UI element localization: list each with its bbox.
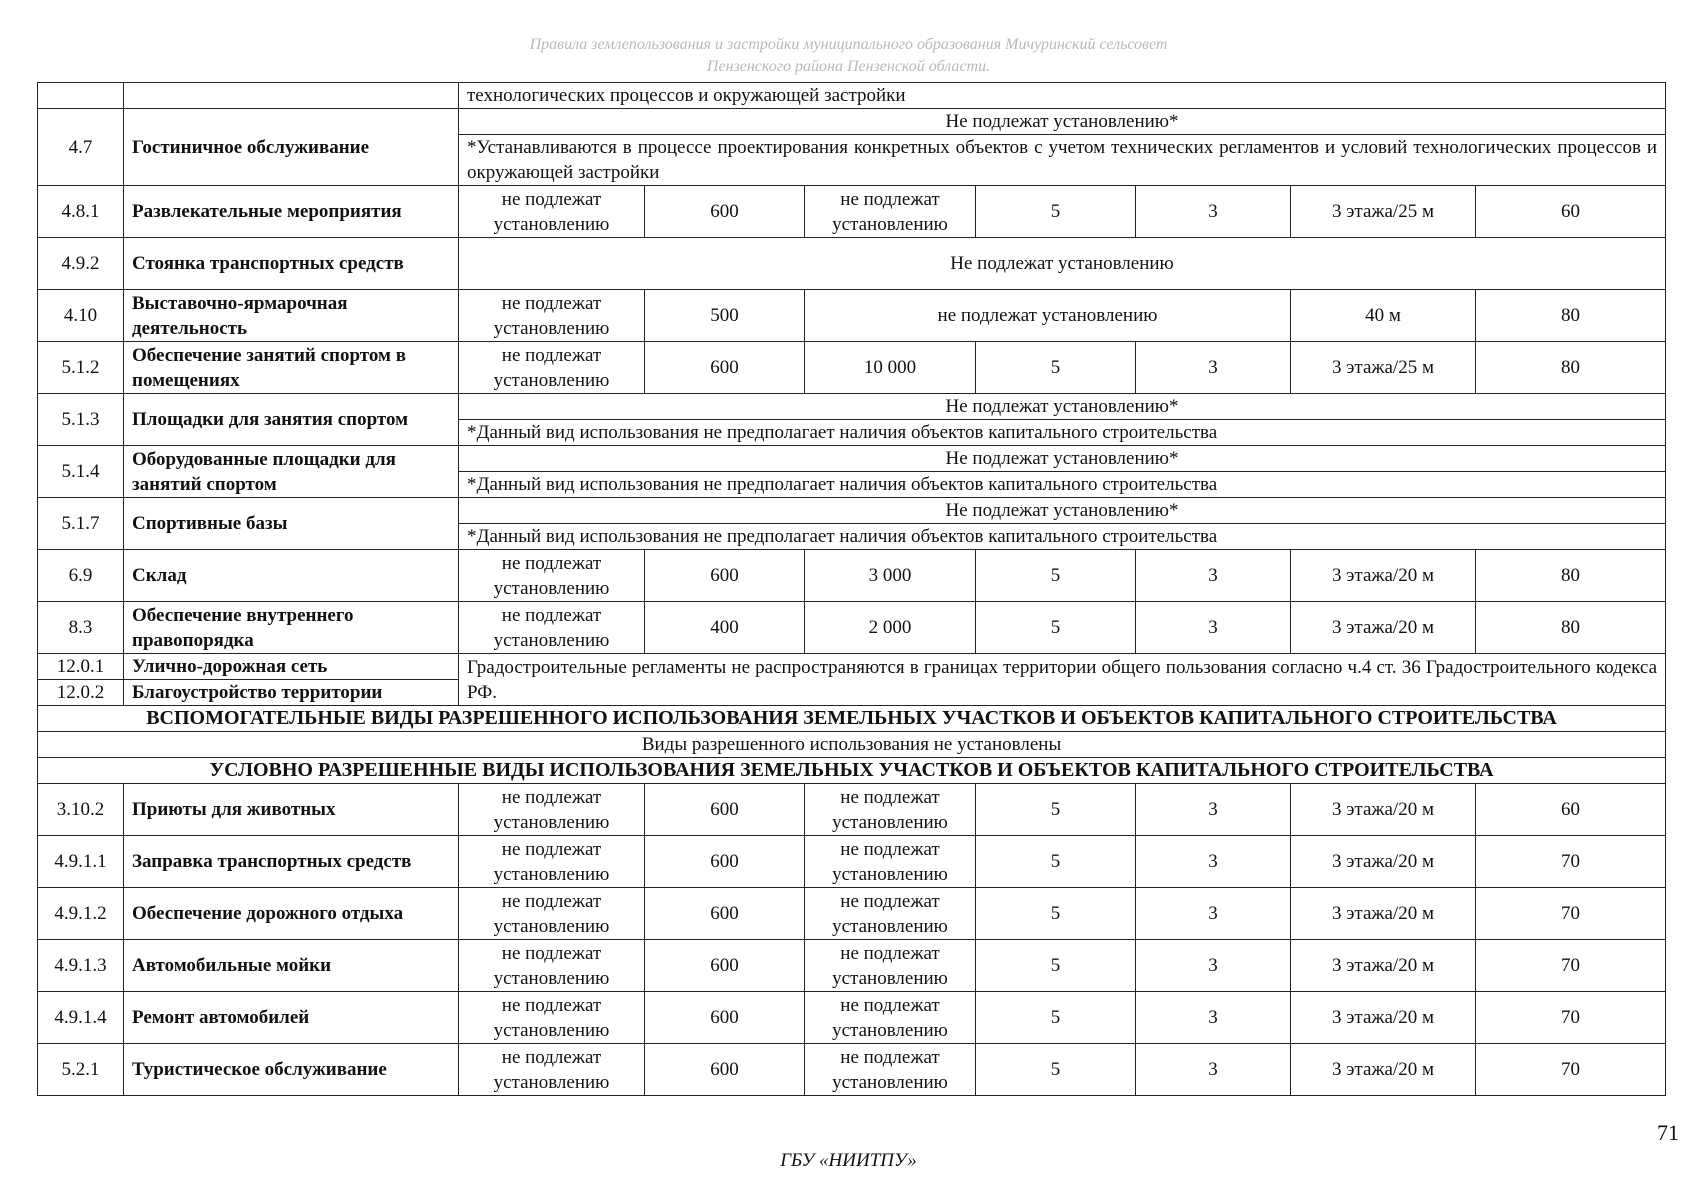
use-code: 4.9.1.2	[38, 888, 124, 940]
use-code: 5.2.1	[38, 1044, 124, 1096]
min-plot-cell: 600	[645, 784, 805, 836]
max-coverage-cell: 70	[1476, 940, 1666, 992]
use-code: 4.10	[38, 290, 124, 342]
use-name: Стоянка транспортных средств	[124, 238, 459, 290]
max-coverage-cell: 60	[1476, 186, 1666, 238]
max-height-cell: 3 этажа/25 м	[1291, 342, 1476, 394]
max-plot-cell: не подлежат установлению	[805, 1044, 976, 1096]
max-plot-cell: не подлежат установлению	[805, 888, 976, 940]
setback-cell: 5	[976, 1044, 1136, 1096]
min-plot-cell: 600	[645, 836, 805, 888]
table-row	[38, 1044, 1666, 1096]
section-row	[38, 706, 1666, 732]
min-area-cell: не подлежат установлению	[459, 888, 645, 940]
use-code: 5.1.3	[38, 394, 124, 446]
max-height-cell: 3 этажа/20 м	[1291, 550, 1476, 602]
table-row	[38, 888, 1666, 940]
use-name: Развлекательные мероприятия	[124, 186, 459, 238]
min-area-cell: не подлежат установлению	[459, 836, 645, 888]
table-row	[38, 83, 1666, 109]
page-header	[0, 34, 1697, 78]
max-coverage-cell: 80	[1476, 602, 1666, 654]
regulation-status: Не подлежат установлению*	[459, 446, 1666, 472]
merged-status-cell: не подлежат установлению	[805, 290, 1291, 342]
min-plot-cell: 500	[645, 290, 805, 342]
use-name: Обеспечение занятий спортом в помещениях	[124, 342, 459, 394]
use-code: 4.9.2	[38, 238, 124, 290]
setback-side-cell: 3	[1136, 550, 1291, 602]
table-row	[38, 732, 1666, 758]
use-code: 4.9.1.1	[38, 836, 124, 888]
max-coverage-cell: 70	[1476, 992, 1666, 1044]
max-coverage-cell: 60	[1476, 784, 1666, 836]
use-code: 3.10.2	[38, 784, 124, 836]
min-area-cell: не подлежат установлению	[459, 992, 645, 1044]
section-heading: ВСПОМОГАТЕЛЬНЫЕ ВИДЫ РАЗРЕШЕННОГО ИСПОЛЬЗОВАНИЯ ЗЕМЕЛЬНЫХ УЧАСТКОВ И ОБЪЕКТОВ КАПИТАЛЬНОГО СТРОИТЕЛЬСТВА	[38, 706, 1666, 732]
section-heading: УСЛОВНО РАЗРЕШЕННЫЕ ВИДЫ ИСПОЛЬЗОВАНИЯ ЗЕМЕЛЬНЫХ УЧАСТКОВ И ОБЪЕКТОВ КАПИТАЛЬНОГО СТРОИТЕЛЬСТВА	[38, 758, 1666, 784]
code-cell-empty	[38, 83, 124, 109]
page-footer: ГБУ «НИИТПУ»	[780, 1150, 917, 1171]
min-area-cell: не подлежат установлению	[459, 290, 645, 342]
min-plot-cell: 600	[645, 342, 805, 394]
max-coverage-cell: 80	[1476, 290, 1666, 342]
table-row	[38, 992, 1666, 1044]
table-row	[38, 290, 1666, 342]
max-height-cell: 40 м	[1291, 290, 1476, 342]
setback-side-cell: 3	[1136, 888, 1291, 940]
table-row	[38, 550, 1666, 602]
use-name: Гостиничное обслуживание	[124, 109, 459, 186]
max-height-cell: 3 этажа/20 м	[1291, 992, 1476, 1044]
use-name: Обеспечение внутреннего правопорядка	[124, 602, 459, 654]
min-area-cell: не подлежат установлению	[459, 550, 645, 602]
header-line-2: Пензенского района Пензенской области.	[706, 58, 991, 75]
regulation-status: Не подлежат установлению*	[459, 498, 1666, 524]
use-name: Выставочно-ярмарочная деятельность	[124, 290, 459, 342]
setback-cell: 5	[976, 992, 1136, 1044]
regulation-status: Не подлежат установлению*	[459, 394, 1666, 420]
min-plot-cell: 600	[645, 888, 805, 940]
max-plot-cell: 10 000	[805, 342, 976, 394]
use-name: Ремонт автомобилей	[124, 992, 459, 1044]
continuation-note: технологических процессов и окружающей застройки	[459, 83, 1666, 109]
page-number: 71	[1657, 1120, 1679, 1145]
setback-cell: 5	[976, 342, 1136, 394]
max-coverage-cell: 70	[1476, 888, 1666, 940]
min-area-cell: не подлежат установлению	[459, 342, 645, 394]
min-plot-cell: 600	[645, 186, 805, 238]
use-name: Оборудованные площадки для занятий спортом	[124, 446, 459, 498]
use-code: 6.9	[38, 550, 124, 602]
table-row	[38, 602, 1666, 654]
max-plot-cell: не подлежат установлению	[805, 992, 976, 1044]
max-plot-cell: 3 000	[805, 550, 976, 602]
max-plot-cell: не подлежат установлению	[805, 784, 976, 836]
regulation-footnote: *Данный вид использования не предполагает наличия объектов капитального строительства	[459, 524, 1666, 550]
setback-side-cell: 3	[1136, 602, 1291, 654]
use-name: Обеспечение дорожного отдыха	[124, 888, 459, 940]
max-plot-cell: не подлежат установлению	[805, 940, 976, 992]
use-code: 12.0.1	[38, 654, 124, 680]
table-row	[38, 394, 1666, 420]
use-name: Заправка транспортных средств	[124, 836, 459, 888]
table-row	[38, 109, 1666, 135]
regulation-status: Не подлежат установлению	[459, 238, 1666, 290]
min-plot-cell: 400	[645, 602, 805, 654]
min-plot-cell: 600	[645, 550, 805, 602]
setback-cell: 5	[976, 784, 1136, 836]
regulation-note: Градостроительные регламенты не распространяются в границах территории общего пользования согласно ч.4 ст. 36 Градостроительного кодекса РФ.	[459, 654, 1666, 706]
section-row	[38, 758, 1666, 784]
use-name: Улично-дорожная сеть	[124, 654, 459, 680]
use-code: 4.9.1.4	[38, 992, 124, 1044]
setback-side-cell: 3	[1136, 992, 1291, 1044]
min-area-cell: не подлежат установлению	[459, 186, 645, 238]
max-coverage-cell: 80	[1476, 342, 1666, 394]
setback-cell: 5	[976, 940, 1136, 992]
min-plot-cell: 600	[645, 940, 805, 992]
setback-cell: 5	[976, 888, 1136, 940]
min-area-cell: не подлежат установлению	[459, 940, 645, 992]
regulation-footnote: *Устанавливаются в процессе проектирования конкретных объектов с учетом технических регламентов и условий технологических процессов и окружающей застройки	[459, 135, 1666, 186]
setback-side-cell: 3	[1136, 784, 1291, 836]
use-code: 5.1.7	[38, 498, 124, 550]
use-code: 4.8.1	[38, 186, 124, 238]
table-row	[38, 940, 1666, 992]
setback-cell: 5	[976, 836, 1136, 888]
use-code: 4.7	[38, 109, 124, 186]
max-height-cell: 3 этажа/20 м	[1291, 888, 1476, 940]
use-code: 12.0.2	[38, 680, 124, 706]
use-code: 8.3	[38, 602, 124, 654]
use-code: 5.1.4	[38, 446, 124, 498]
table-row	[38, 238, 1666, 290]
regulation-footnote: *Данный вид использования не предполагает наличия объектов капитального строительства	[459, 420, 1666, 446]
table-row	[38, 784, 1666, 836]
regulation-footnote: *Данный вид использования не предполагает наличия объектов капитального строительства	[459, 472, 1666, 498]
table-row	[38, 498, 1666, 524]
table-row	[38, 186, 1666, 238]
use-code: 4.9.1.3	[38, 940, 124, 992]
info-text: Виды разрешенного использования не установлены	[38, 732, 1666, 758]
max-plot-cell: 2 000	[805, 602, 976, 654]
use-name: Туристическое обслуживание	[124, 1044, 459, 1096]
setback-side-cell: 3	[1136, 342, 1291, 394]
table-row	[38, 654, 1666, 680]
min-plot-cell: 600	[645, 1044, 805, 1096]
min-area-cell: не подлежат установлению	[459, 602, 645, 654]
use-code: 5.1.2	[38, 342, 124, 394]
max-height-cell: 3 этажа/20 м	[1291, 1044, 1476, 1096]
setback-side-cell: 3	[1136, 940, 1291, 992]
name-cell-empty	[124, 83, 459, 109]
table-row	[38, 342, 1666, 394]
use-name: Площадки для занятия спортом	[124, 394, 459, 446]
table-row	[38, 446, 1666, 472]
setback-side-cell: 3	[1136, 1044, 1291, 1096]
header-line-1: Правила землепользования и застройки муниципального образования Мичуринский сельсовет	[529, 36, 1168, 53]
setback-cell: 5	[976, 550, 1136, 602]
max-coverage-cell: 80	[1476, 550, 1666, 602]
setback-side-cell: 3	[1136, 836, 1291, 888]
min-area-cell: не подлежат установлению	[459, 1044, 645, 1096]
use-name: Благоустройство территории	[124, 680, 459, 706]
setback-cell: 5	[976, 602, 1136, 654]
max-coverage-cell: 70	[1476, 836, 1666, 888]
max-height-cell: 3 этажа/20 м	[1291, 940, 1476, 992]
setback-side-cell: 3	[1136, 186, 1291, 238]
regulation-status: Не подлежат установлению*	[459, 109, 1666, 135]
min-plot-cell: 600	[645, 992, 805, 1044]
max-height-cell: 3 этажа/20 м	[1291, 602, 1476, 654]
table-row	[38, 836, 1666, 888]
max-height-cell: 3 этажа/25 м	[1291, 186, 1476, 238]
max-coverage-cell: 70	[1476, 1044, 1666, 1096]
min-area-cell: не подлежат установлению	[459, 784, 645, 836]
use-name: Спортивные базы	[124, 498, 459, 550]
regulations-table	[37, 82, 1666, 1096]
setback-cell: 5	[976, 186, 1136, 238]
max-height-cell: 3 этажа/20 м	[1291, 836, 1476, 888]
use-name: Склад	[124, 550, 459, 602]
use-name: Автомобильные мойки	[124, 940, 459, 992]
max-height-cell: 3 этажа/20 м	[1291, 784, 1476, 836]
max-plot-cell: не подлежат установлению	[805, 186, 976, 238]
max-plot-cell: не подлежат установлению	[805, 836, 976, 888]
use-name: Приюты для животных	[124, 784, 459, 836]
